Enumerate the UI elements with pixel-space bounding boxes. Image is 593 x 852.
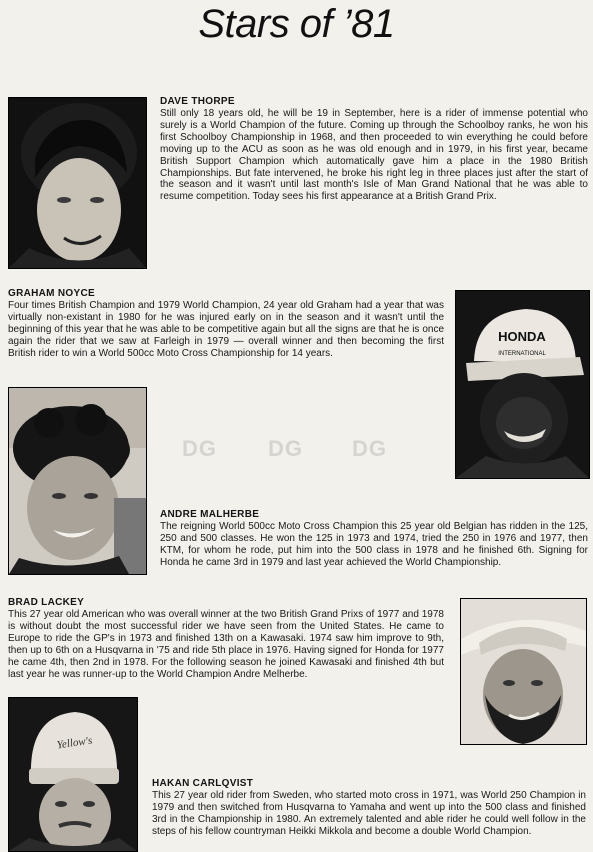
dave-thorpe-photo [8, 97, 147, 269]
rider-bio: This 27 year old rider from Sweden, who started moto cross in 1971, was World 250 Champion in 1979 and then switched from Husqvarna to Yamaha and went up into the 500 class and finished 3rd in the Championship in 1980. An extremely talented and able rider he could well follow in the steps of his fellow countryman Heikki Mikkola and become a double World Champion. [152, 790, 586, 837]
watermark: DG [352, 436, 387, 461]
watermark: DG [268, 436, 303, 461]
hat-text: Yellow's [56, 734, 94, 752]
rider-name: GRAHAM NOYCE [8, 288, 95, 299]
helmet-sub-text: INTERNATIONAL [498, 351, 546, 357]
rider-bio: The reigning World 500cc Moto Cross Champion this 25 year old Belgian has ridden in the 125, 250 and 500 classes. He won the 125 in 1973 and 1974, tried the 250 in 1976 and 1977, then KTM, for whom he rode, put him into the 500 class in 1978 and he finished 6th. Signing for Honda he came 3rd in 1979 and last year achieved the World Championship. [160, 521, 588, 568]
rider-entry [8, 288, 444, 360]
watermark: DG [182, 436, 217, 461]
brad-lackey-photo [460, 598, 587, 745]
rider-name: ANDRE MALHERBE [160, 509, 260, 520]
hakan-carlqvist-photo [8, 697, 138, 852]
andre-malherbe-photo [8, 387, 147, 575]
rider-entry [160, 509, 588, 569]
rider-name: HAKAN CARLQVIST [152, 778, 254, 789]
graham-noyce-photo [455, 290, 590, 479]
rider-name: DAVE THORPE [160, 96, 235, 107]
rider-bio: This 27 year old American who was overall winner at the two British Grand Prixs of 1977 and 1978 is without doubt the most successful rider we have seen from the United States. He came to Europe to ride the GP's in 1973 and finished 13th on a Kawasaki. 1974 saw him improve to 9th, then up to 6th on a Husqvarna in '75 and ride 5th place in 1976. Having signed for Honda for 1977 he came 4th, then 2nd in 1978. For the following season he joined Kawasaki and finished 4th but last year he was runner-up to the World Champion Andre Melherbe. [8, 609, 444, 680]
rider-bio: Four times British Champion and 1979 World Champion, 24 year old Graham had a year that was virtually non-existant in 1980 for he was injured early on in the season and it wasn't until the beginning of this year that he was able to be competitive again but all the signs are that he is once again the rider that we saw at Farleigh in 1979 — overall winner and then becoming the first British rider to win a World 500cc Moto Cross Championship for 14 years. [8, 300, 444, 359]
rider-entry [160, 96, 588, 203]
helmet-brand-text: HONDA [498, 329, 546, 344]
rider-entry [152, 778, 586, 838]
rider-bio: Still only 18 years old, he will be 19 in September, here is a rider of immense potential who surely is a World Champion of the future. Coming up through the Schoolboy ranks, he won his first Schoolboy Championship in 1968, and then proceeded to win everything he could before moving up to the ACU as soon as he was old enough and in 1979, in his first year, became British Support Champion which automatically gave him a place in the 1980 British Championships. But fate intervened, he broke his right leg in three places just after the start of the season and it wasn't until last month's Isle of Man Grand National that he was able to resume competition. Today sees his first appearance at a British Grand Prix. [160, 108, 588, 203]
rider-name: BRAD LACKEY [8, 597, 85, 608]
page-title: Stars of ’81 [198, 2, 395, 46]
rider-entry [8, 597, 444, 680]
